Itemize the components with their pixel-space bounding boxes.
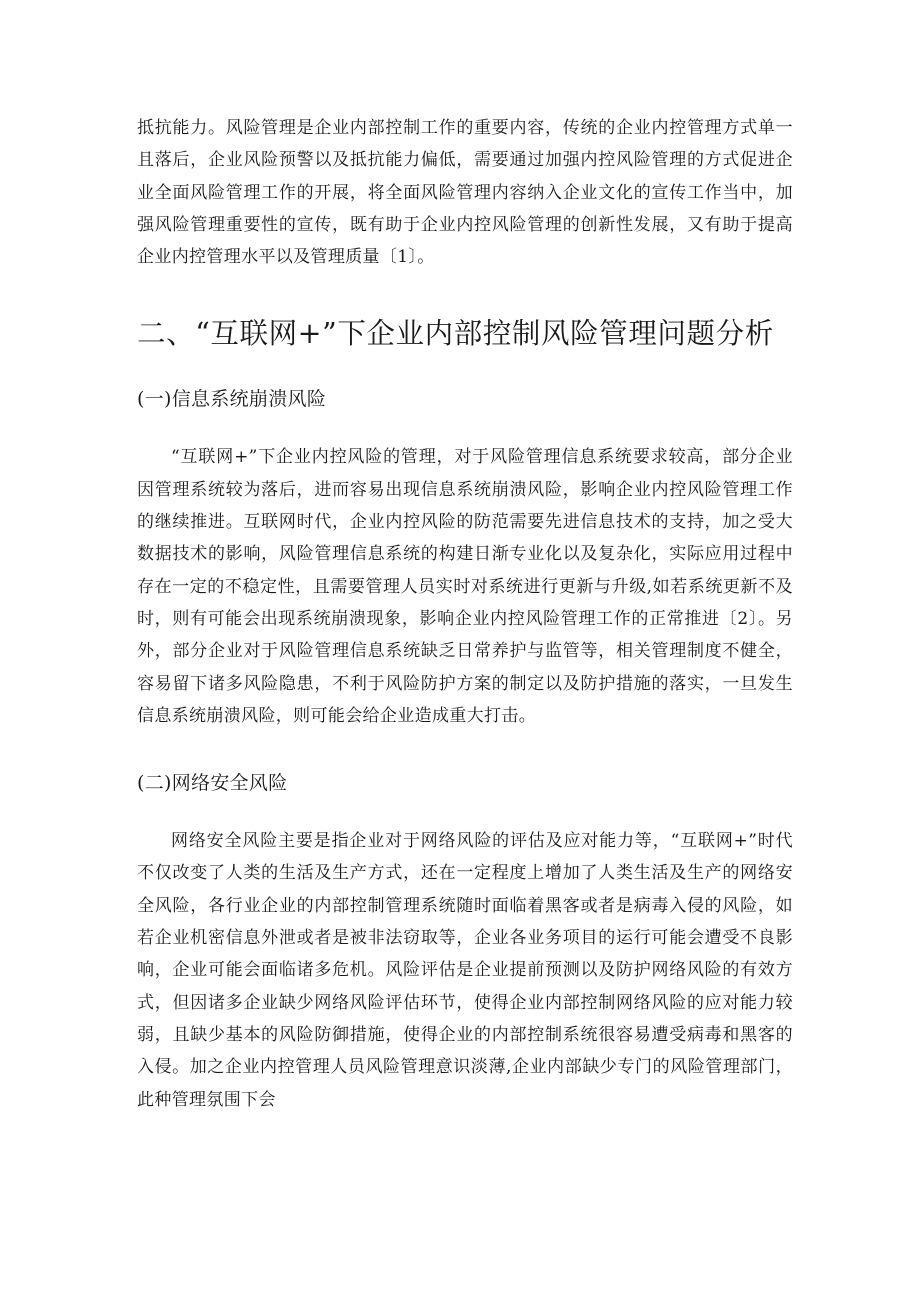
subsection-heading-1: (一)信息系统崩溃风险: [137, 388, 327, 411]
subsection-paragraph-2: 网络安全风险主要是指企业对于网络风险的评估及应对能力等，“互联网+”时代不仅改变了人类的生活及生产方式，还在一定程度上增加了人类生活及生产的网络安全风险，各行业企业的内部控制管理系统随时面临着黑客或者是病毒入侵的风险，如若企业机密信息外泄或者是被非法窃取等，企业各业务项目的运行可能会遭受不良影响，企业可能会面临诸多危机。风险评估是企业提前预测以及防护网络风险的有效方式，但因诸多企业缺少网络风险评估环节，使得企业内部控制网络风险的应对能力较弱，且缺少基本的风险防御措施，使得企业的内部控制系统很容易遭受病毒和黑客的入侵。加之企业内控管理人员风险管理意识淡薄,企业内部缺少专门的风险管理部门，此种管理氛围下会: [137, 831, 793, 1110]
subsection-paragraph-1: “互联网+”下企业内控风险的管理，对于风险管理信息系统要求较高，部分企业因管理系统较为落后，进而容易出现信息系统崩溃风险，影响企业内控风险管理工作的继续推进。互联网时代，企业内控风险的防范需要先进信息技术的支持，加之受大数据技术的影响，风险管理信息系统的构建日渐专业化以及复杂化，实际应用过程中存在一定的不稳定性，且需要管理人员实时对系统进行更新与升级,如若系统更新不及时，则有可能会出现系统崩溃现象，影响企业内控风险管理工作的正常推进〔2〕。另外，部分企业对于风险管理信息系统缺乏日常养护与监管等，相关管理制度不健全，容易留下诸多风险隐患，不利于风险防护方案的制定以及防护措施的落实，一旦发生信息系统崩溃风险，则可能会给企业造成重大打击。: [137, 447, 793, 726]
document-page: [137, 112, 793, 1116]
section-title: 二、“互联网+”下企业内部控制风险管理问题分析: [137, 317, 774, 351]
intro-paragraph: 抵抗能力。风险管理是企业内部控制工作的重要内容，传统的企业内控管理方式单一且落后，企业风险预警以及抵抗能力偏低，需要通过加强内控风险管理的方式促进企业全面风险管理工作的开展，将全面风险管理内容纳入企业文化的宣传工作当中，加强风险管理重要性的宣传，既有助于企业内控风险管理的创新性发展，又有助于提高企业内控管理水平以及管理质量〔1〕。: [137, 118, 793, 268]
subsection-heading-2: (二)网络安全风险: [137, 772, 288, 795]
